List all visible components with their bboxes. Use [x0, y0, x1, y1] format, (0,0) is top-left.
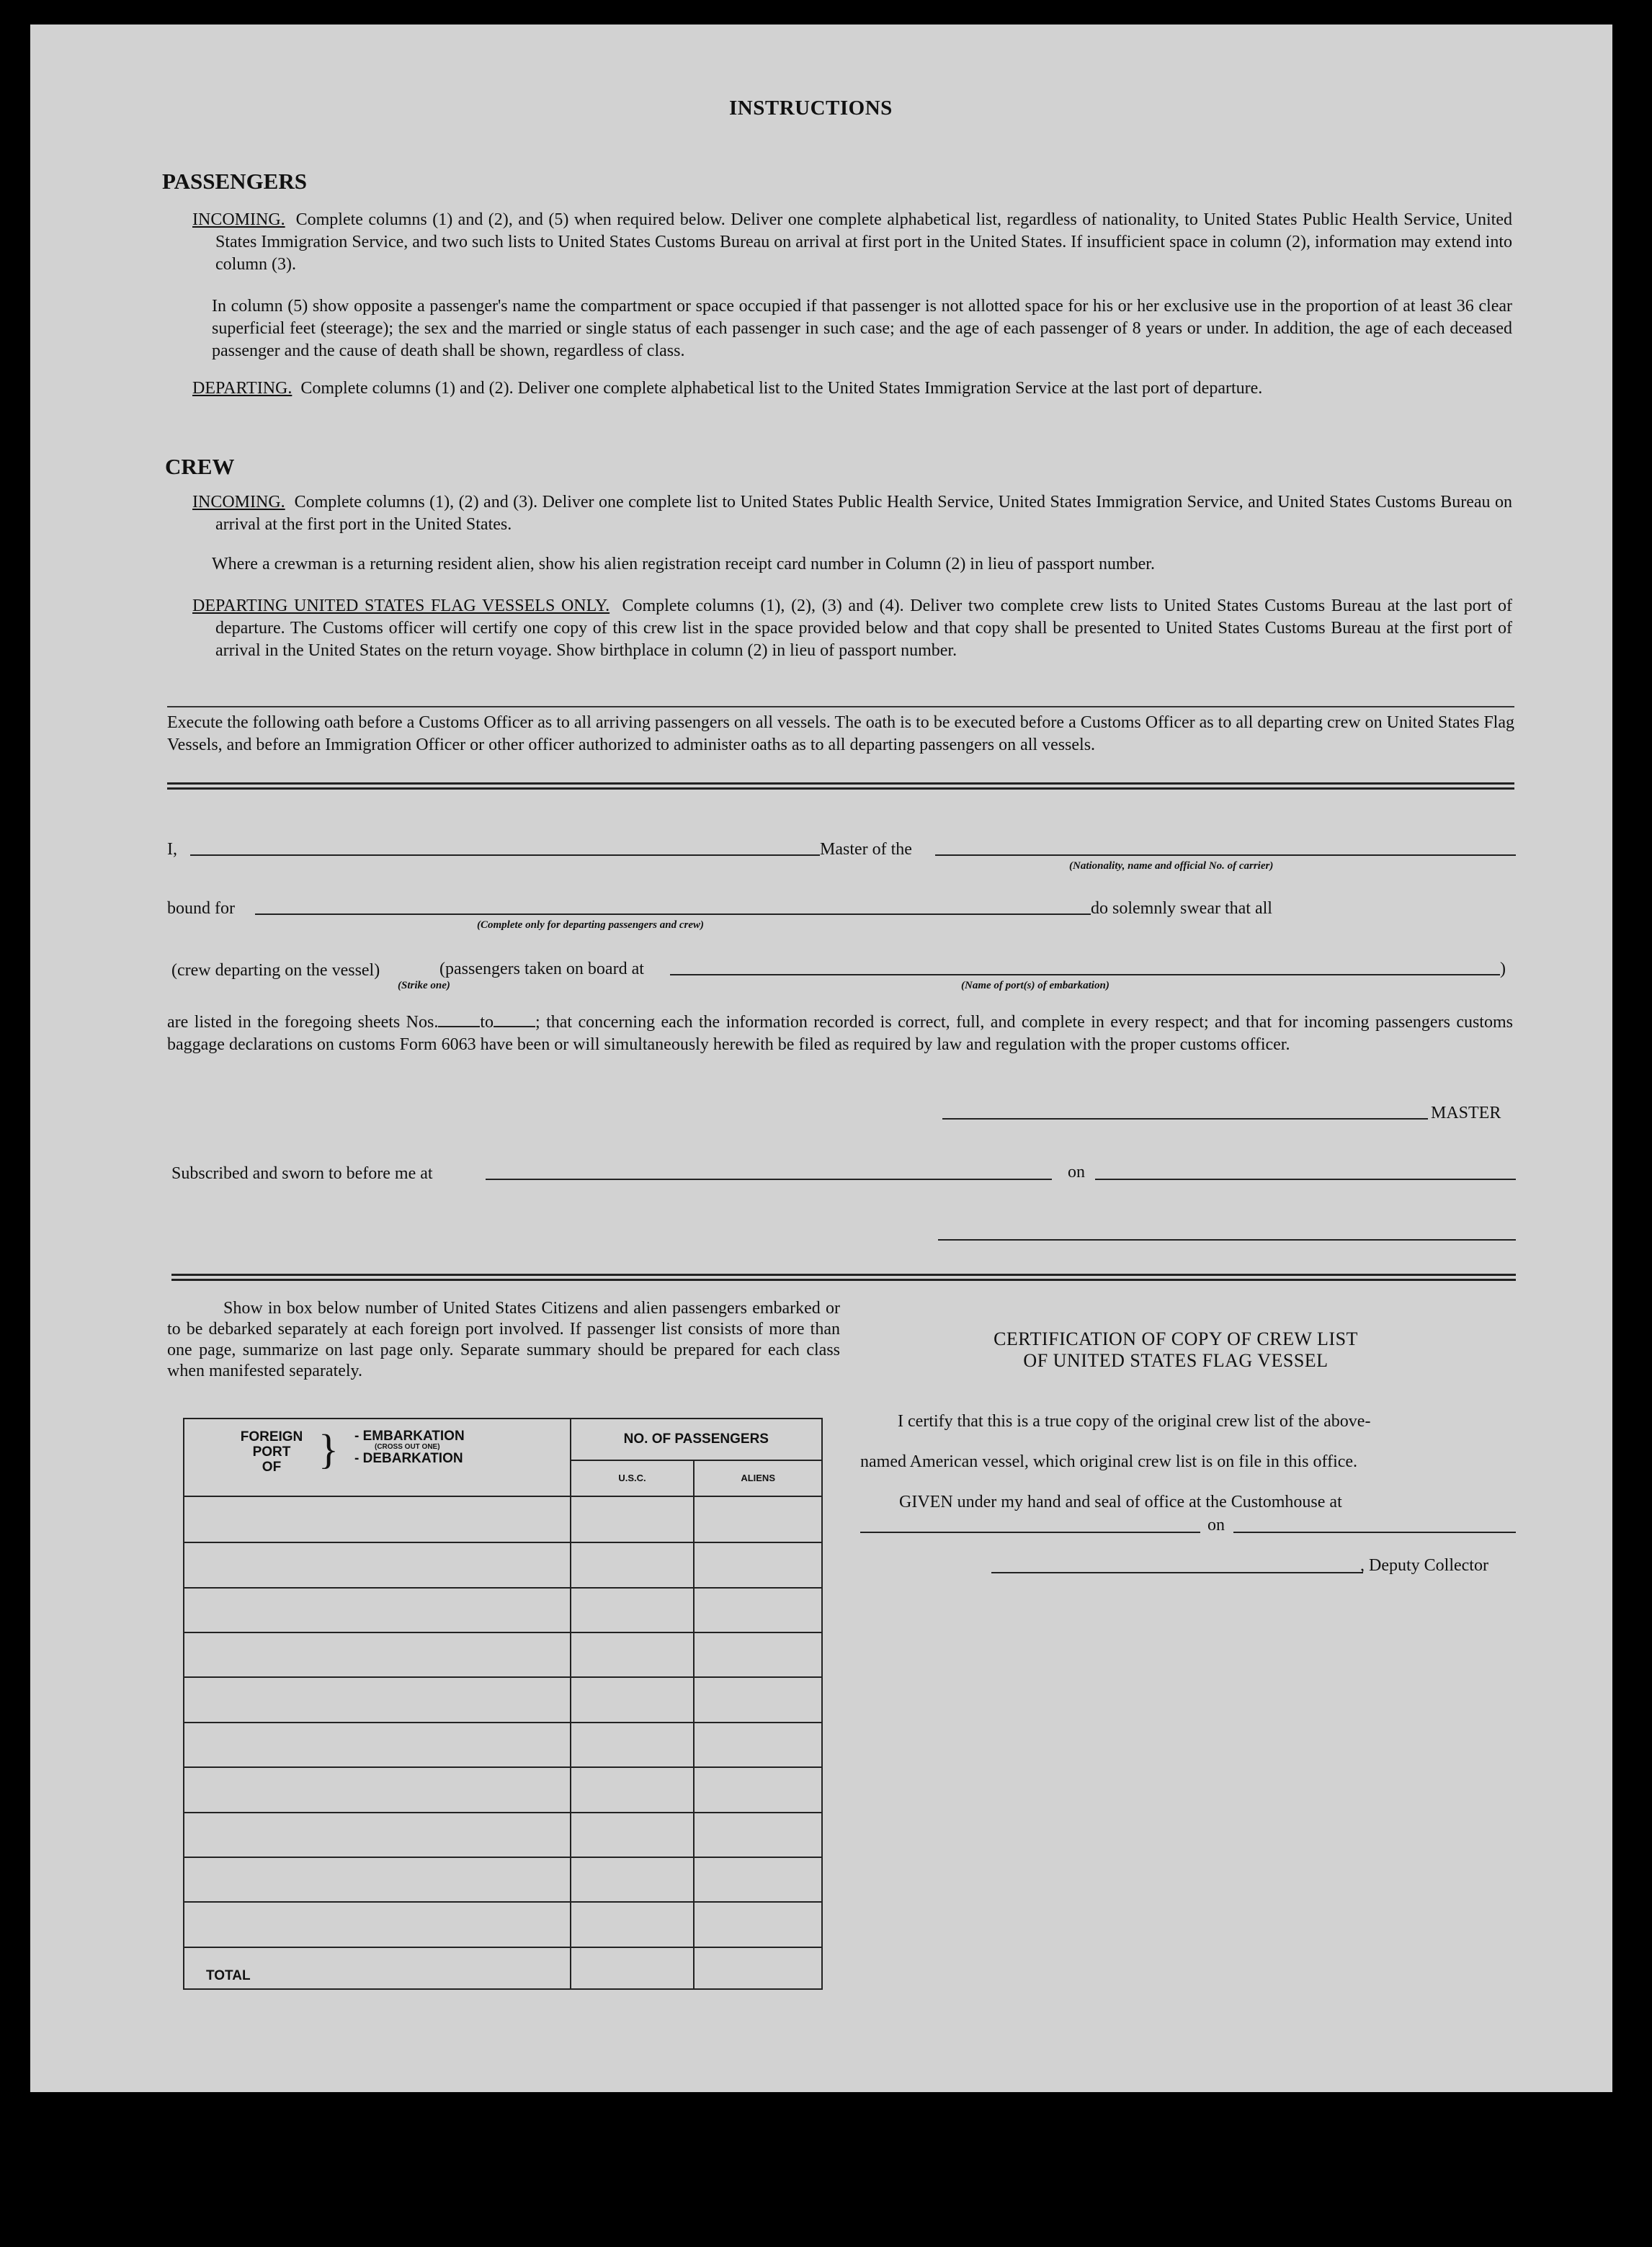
- table-row: [184, 1677, 822, 1722]
- subscribed-label: Subscribed and sworn to before me at: [171, 1164, 433, 1183]
- crew-incoming-paragraph: [192, 491, 1512, 536]
- usc-total-cell[interactable]: [571, 1947, 695, 1989]
- aliens-cell[interactable]: [694, 1677, 822, 1722]
- embarkation-option[interactable]: - EMBARKATION: [354, 1429, 465, 1444]
- table-row: [184, 1632, 822, 1677]
- certify-line2: named American vessel, which original crew list is on file in this office.: [860, 1452, 1358, 1471]
- usc-cell[interactable]: [571, 1902, 695, 1947]
- port-cell[interactable]: [184, 1813, 571, 1857]
- aliens-cell[interactable]: [694, 1767, 822, 1812]
- sheets-text: ; that concerning each the information recorded is correct, full, and complete in every respect; and that for incoming passengers customs baggage declarations on customs Form 6063 have been or will simultaneously herewith be filed as required by law and regulation with the proper customs officer.: [167, 1013, 1513, 1054]
- passengers-departing-paragraph: [192, 378, 1512, 400]
- master-of-label: Master of the: [820, 840, 912, 859]
- to-label: to: [480, 1013, 494, 1032]
- crew-incoming-label: INCOMING.: [192, 493, 285, 512]
- master-label: MASTER: [1431, 1104, 1501, 1122]
- sheet-from-field[interactable]: [438, 1011, 480, 1027]
- table-row: [184, 1902, 822, 1947]
- table-row: [184, 1857, 822, 1902]
- embarkation-port-field[interactable]: [670, 974, 1500, 975]
- port-cell[interactable]: [184, 1902, 571, 1947]
- bound-hint: (Complete only for departing passengers and crew): [477, 919, 704, 931]
- aliens-cell[interactable]: [694, 1813, 822, 1857]
- total-label: TOTAL: [184, 1947, 571, 1989]
- customhouse-field[interactable]: [860, 1532, 1200, 1533]
- passenger-summary-table: [183, 1418, 823, 1990]
- officer-signature-field[interactable]: [938, 1239, 1516, 1241]
- crew-departing-option[interactable]: (crew departing on the vessel): [171, 961, 380, 980]
- table-row: [184, 1767, 822, 1812]
- port-header-line2: PORT: [252, 1444, 291, 1460]
- form-sheet: [30, 24, 1612, 2092]
- oath-intro-paragraph: Execute the following oath before a Customs Officer as to all arriving passengers on all vessels. The oath is to be executed before a Customs Officer as to all departing crew on United States Flag Vessels, and before an Immigration Officer or other officer authorized to administer oaths as to all departing passengers on all vessels.: [167, 713, 1514, 754]
- master-signature-field[interactable]: [942, 1118, 1428, 1120]
- certify-line1: I certify that this is a true copy of the original crew list of the above-: [898, 1412, 1371, 1431]
- table-row: [184, 1723, 822, 1767]
- port-hint: (Name of port(s) of embarkation): [961, 980, 1109, 991]
- double-rule: [167, 782, 1514, 790]
- page-title: INSTRUCTIONS: [729, 97, 893, 120]
- crew-resident-paragraph: Where a crewman is a returning resident alien, show his alien registration receipt card number in Column (2) in lieu of passport number.: [212, 555, 1155, 573]
- aliens-cell[interactable]: [694, 1542, 822, 1587]
- usc-cell[interactable]: [571, 1813, 695, 1857]
- port-cell[interactable]: [184, 1542, 571, 1587]
- sheets-prefix: are listed in the foregoing sheets Nos.: [167, 1013, 439, 1032]
- port-cell[interactable]: [184, 1588, 571, 1632]
- certification-title: [859, 1328, 1493, 1372]
- table-row: [184, 1496, 822, 1543]
- passengers-heading: PASSENGERS: [162, 169, 307, 194]
- certification-title-line2: OF UNITED STATES FLAG VESSEL: [1023, 1350, 1329, 1371]
- crew-incoming-text: Complete columns (1), (2) and (3). Deliver one complete list to United States Public Health Service, United States Immigration Service, and United States Customs Bureau on arrival at the first port in the United States.: [215, 493, 1513, 534]
- swear-label: do solemnly swear that all: [1091, 899, 1272, 918]
- port-header-line3: OF: [262, 1460, 282, 1475]
- deputy-signature-field[interactable]: [991, 1572, 1363, 1573]
- passengers-column5-paragraph: In column (5) show opposite a passenger's name the compartment or space occupied if that passenger is not allotted space for his or her exclusive use in the proportion of at least 36 clear superficial feet (steerage); the sex and the married or single status of each passenger in such case; and the age of each passenger of 8 years or under. In addition, the age of each deceased passenger and the cause of death shall be shown, regardless of class.: [212, 297, 1512, 360]
- deputy-collector-label: , Deputy Collector: [1360, 1556, 1488, 1575]
- double-rule-lower: [171, 1274, 1516, 1281]
- port-header-cell: [184, 1419, 571, 1496]
- passengers-departing-label: DEPARTING.: [192, 379, 293, 398]
- close-paren: ): [1500, 960, 1506, 978]
- cross-out-hint: (CROSS OUT ONE): [375, 1443, 440, 1451]
- passengers-option[interactable]: (passengers taken on board at: [439, 960, 644, 978]
- summary-paragraph: Show in box below number of United States Citizens and alien passengers embarked or to be debarked separately at each foreign port involved. If passenger list consists of more than one page, summarize on last page only. Separate summary should be prepared for each class when manifested separately.: [167, 1299, 840, 1380]
- passengers-departing-text: Complete columns (1) and (2). Deliver one complete alphabetical list to the United States Immigration Service at the last port of departure.: [300, 379, 1263, 398]
- port-cell[interactable]: [184, 1496, 571, 1543]
- sworn-date-field[interactable]: [1095, 1179, 1516, 1180]
- bound-for-field[interactable]: [255, 913, 1091, 915]
- aliens-cell[interactable]: [694, 1902, 822, 1947]
- sheet-to-field[interactable]: [494, 1011, 535, 1027]
- table-row: [184, 1813, 822, 1857]
- passengers-incoming-label: INCOMING.: [192, 210, 285, 229]
- usc-cell[interactable]: [571, 1496, 695, 1543]
- usc-cell[interactable]: [571, 1677, 695, 1722]
- sheets-paragraph: [167, 1011, 1513, 1056]
- brace-icon: }: [318, 1426, 339, 1473]
- usc-cell[interactable]: [571, 1632, 695, 1677]
- aliens-header: ALIENS: [694, 1460, 822, 1496]
- port-header: [232, 1429, 311, 1475]
- embark-debark-header: [354, 1429, 465, 1465]
- crew-departing-paragraph: [192, 595, 1512, 662]
- crew-departing-text: Complete columns (1), (2), (3) and (4). Deliver two complete crew lists to United States Customs Bureau at the last port of departure. The Customs officer will certify one copy of this crew list in the space provided below and that copy shall be presented to United States Customs Bureau at the first port of arrival in the United States on the return voyage. Show birthplace in column (2) in lieu of passport number.: [215, 597, 1513, 660]
- no-passengers-header: NO. OF PASSENGERS: [571, 1419, 822, 1460]
- sworn-on-label: on: [1068, 1163, 1085, 1181]
- table-row: [184, 1588, 822, 1632]
- usc-cell[interactable]: [571, 1723, 695, 1767]
- passengers-incoming-paragraph: [192, 209, 1512, 276]
- sworn-place-field[interactable]: [486, 1179, 1052, 1180]
- debarkation-option[interactable]: - DEBARKATION: [354, 1451, 463, 1466]
- port-cell[interactable]: [184, 1723, 571, 1767]
- master-name-field[interactable]: [190, 854, 820, 856]
- crew-heading: CREW: [165, 454, 235, 479]
- strike-hint: (Strike one): [398, 980, 450, 991]
- port-cell[interactable]: [184, 1677, 571, 1722]
- divider: [167, 706, 1514, 707]
- usc-header: U.S.C.: [571, 1460, 695, 1496]
- table-row: [184, 1542, 822, 1587]
- aliens-cell[interactable]: [694, 1632, 822, 1677]
- cert-date-field[interactable]: [1233, 1532, 1516, 1533]
- certification-title-line1: CERTIFICATION OF COPY OF CREW LIST: [994, 1328, 1358, 1349]
- port-cell[interactable]: [184, 1767, 571, 1812]
- usc-cell[interactable]: [571, 1588, 695, 1632]
- aliens-cell[interactable]: [694, 1588, 822, 1632]
- port-cell[interactable]: [184, 1857, 571, 1902]
- port-header-line1: FOREIGN: [240, 1429, 303, 1444]
- usc-cell[interactable]: [571, 1767, 695, 1812]
- crew-departing-label: DEPARTING UNITED STATES FLAG VESSELS ONLY.: [192, 597, 610, 615]
- total-row: [184, 1947, 822, 1989]
- aliens-cell[interactable]: [694, 1857, 822, 1902]
- bound-for-label: bound for: [167, 899, 235, 918]
- given-text: GIVEN under my hand and seal of office at the Customhouse at: [899, 1493, 1342, 1511]
- carrier-hint: (Nationality, name and official No. of carrier): [1069, 860, 1274, 872]
- aliens-cell[interactable]: [694, 1496, 822, 1543]
- carrier-field[interactable]: [935, 854, 1516, 856]
- usc-cell[interactable]: [571, 1542, 695, 1587]
- port-cell[interactable]: [184, 1632, 571, 1677]
- cert-on-label: on: [1207, 1516, 1225, 1535]
- passengers-incoming-text: Complete columns (1) and (2), and (5) when required below. Deliver one complete alphabetical list, regardless of nationality, to United States Public Health Service, United States Immigration Service, and two such lists to United States Customs Bureau on arrival at first port in the United States. If insufficient space in column (2), information may extend into column (3).: [215, 210, 1513, 274]
- oath-i-label: I,: [167, 840, 177, 859]
- aliens-cell[interactable]: [694, 1723, 822, 1767]
- usc-cell[interactable]: [571, 1857, 695, 1902]
- aliens-total-cell[interactable]: [694, 1947, 822, 1989]
